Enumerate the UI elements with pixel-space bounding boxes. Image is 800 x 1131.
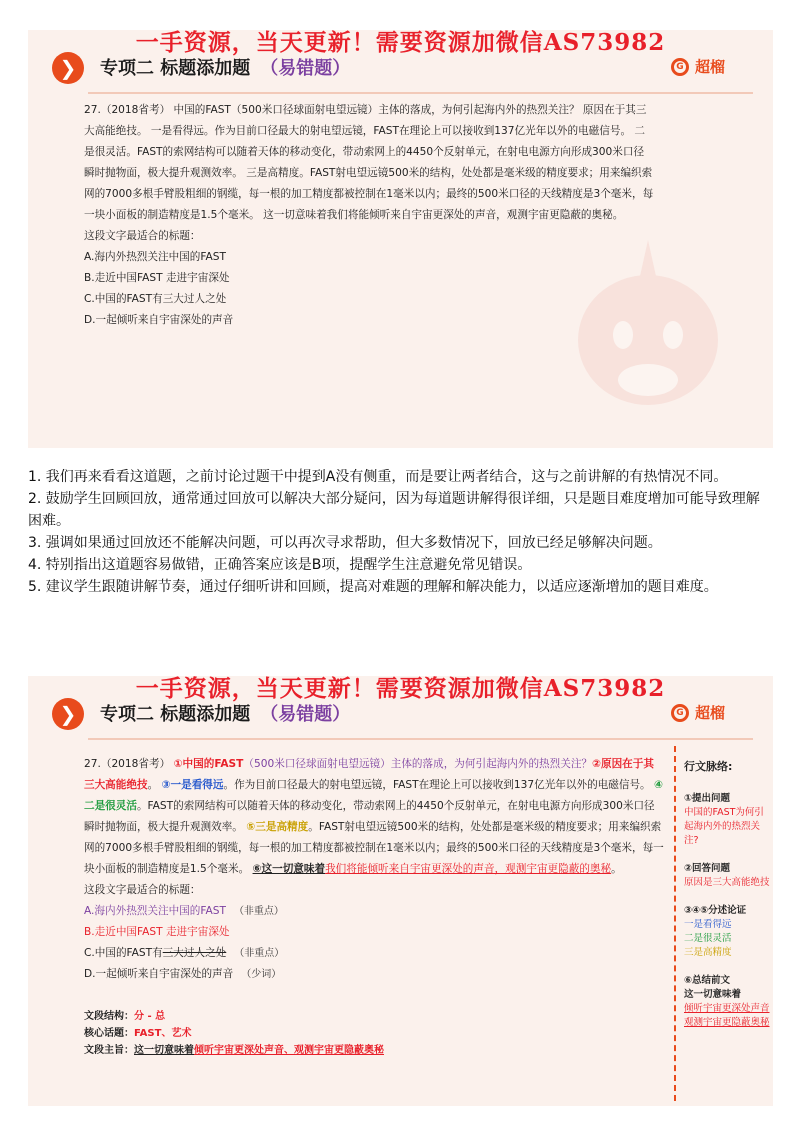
title-tag: （易错题） bbox=[260, 704, 351, 725]
sidebar-section-body: 中国的FAST为何引起海内外的热烈关注? bbox=[684, 807, 764, 846]
brand-g-icon: G bbox=[671, 58, 689, 76]
stem-part: 。FAST射电望远镜500米的结构，处处都是毫米级的精度要求；用来编织索网的7000多根手臂股粗细的钢缆，每一根的加工精度都被控制在1毫米以内；最终的500米口径的天线精度是3个毫米，每一块小面板的制造精度是1.5个毫米。 bbox=[84, 821, 664, 875]
option-c-note: （非重点） bbox=[234, 948, 285, 959]
summary-structure bbox=[84, 1008, 384, 1025]
option-b[interactable]: B.走近中国FAST 走进宇宙深处 bbox=[84, 272, 230, 284]
stem-number: 27.（2018省考） bbox=[84, 758, 171, 770]
option-d[interactable] bbox=[84, 964, 664, 985]
page-title bbox=[100, 700, 350, 726]
marker-5: ⑤三是高精度 bbox=[246, 821, 309, 833]
teaching-notes bbox=[28, 466, 773, 598]
marker-3: ③一是看得远 bbox=[161, 779, 224, 791]
sidebar-section-body: 原因是三大高能绝技 bbox=[684, 877, 770, 888]
stem-part: 。FAST的索网结构可以随着天体的移动变化，带动索网上的4450个反射单元，在射电电源方向形成300米口径瞬时抛物面，极大提升观测效率。 bbox=[84, 800, 655, 833]
slide-question bbox=[28, 30, 773, 448]
note-item: 5. 建议学生跟随讲解节奏，通过仔细听讲和回顾，提高对难题的理解和解决能力，以适应逐渐增加的题目难度。 bbox=[28, 579, 718, 595]
question-stem: 27.（2018省考） 中国的FAST（500米口径球面射电望远镜）主体的落成，为何引起海内外的热烈关注？ 原因在于其三大高能绝技。 一是看得远。作为目前口径最大的射电望远镜，FAST在理论上可以接收到137亿光年以外的电磁信号。 二是很灵活。FAST的索网结构可以随着天体的移动变化，带动索网上的4450个反射单元，在射电电源方向形成300米口径瞬时抛物面，极大提升观测效率。 三是高精度。FAST射电望远镜500米的结构，处处都是毫米级的精度要求；用来编织索网的7000多根手臂股粗细的钢缆，每一根的加工精度都被控制在1毫米以内；最终的500米口径的天线精度是3个毫米，每一块小面板的制造精度是1.5个毫米。 这一切意味着我们将能倾听来自宇宙更深处的声音，观测宇宙更隐蔽的奥秘。 bbox=[84, 104, 654, 221]
sidebar-section-title: ①提出问题 bbox=[684, 793, 731, 804]
stem-conclusion: 我们将能倾听来自宇宙更深处的声音，观测宇宙更隐蔽的奥秘 bbox=[325, 863, 612, 875]
brand-logo bbox=[671, 56, 725, 77]
annotated-question-body bbox=[84, 754, 664, 985]
stem-part: 。作为目前口径最大的射电望远镜，FAST在理论上可以接收到137亿光年以外的电磁信号。 bbox=[223, 779, 651, 791]
marker-6: ⑥这一切意味着 bbox=[252, 863, 326, 875]
brand-g-icon: G bbox=[671, 704, 689, 722]
title-text: 专项二 标题添加题 bbox=[100, 58, 251, 79]
sidebar-point: 三是高精度 bbox=[684, 947, 732, 958]
option-a-text: A.海内外热烈关注中国的FAST bbox=[84, 905, 226, 917]
core-label: 核心话题： bbox=[84, 1028, 134, 1039]
option-b[interactable] bbox=[84, 922, 664, 943]
chevron-right-icon: ❯ bbox=[52, 52, 84, 84]
structure-label: 文段结构： bbox=[84, 1011, 134, 1022]
sidebar-point: 二是很灵活 bbox=[684, 933, 732, 944]
note-item: 3. 强调如果通过回放还不能解决问题，可以再次寻求帮助，但大多数情况下，回放已经足够解决问题。 bbox=[28, 535, 662, 551]
sidebar-point: 观测宇宙更隐蔽奥秘 bbox=[684, 1017, 770, 1028]
side-divider bbox=[674, 746, 676, 1101]
question-body bbox=[84, 100, 654, 331]
question-prompt: 这段文字最适合的标题： bbox=[84, 230, 201, 242]
option-c-strike: 三大过人之处 bbox=[162, 947, 227, 959]
note-item: 2. 鼓励学生回顾回放，通常通过回放可以解决大部分疑问，因为每道题讲解得很详细，只是题目难度增加可能导致理解困难。 bbox=[28, 491, 760, 529]
sidebar-point: 这一切意味着 bbox=[684, 989, 742, 1000]
question-prompt: 这段文字最适合的标题： bbox=[84, 884, 201, 896]
sidebar-point: 一是看得远 bbox=[684, 919, 732, 930]
core-value: FAST、艺术 bbox=[134, 1028, 192, 1039]
main-label: 文段主旨： bbox=[84, 1045, 134, 1056]
option-d-text: D.一起倾听来自宇宙深处的声音 bbox=[84, 968, 234, 980]
sidebar-point: 倾听宇宙更深处声音 bbox=[684, 1003, 770, 1014]
brand-name: 超榴 bbox=[694, 704, 725, 722]
title-text: 专项二 标题添加题 bbox=[100, 704, 251, 725]
option-a-note: （非重点） bbox=[233, 906, 284, 917]
option-c-text: C.中国的FAST有 bbox=[84, 947, 163, 959]
sidebar-section-title: ③④⑤分述论证 bbox=[684, 905, 747, 916]
note-item: 1. 我们再来看看这道题，之前讨论过题干中提到A没有侧重，而是要让两者结合，这与之前讲解的有热情况不同。 bbox=[28, 469, 728, 485]
summary-main bbox=[84, 1042, 384, 1059]
page-title bbox=[100, 54, 350, 80]
structure-value: 分 - 总 bbox=[134, 1011, 166, 1022]
title-tag: （易错题） bbox=[260, 58, 351, 79]
option-d[interactable]: D.一起倾听来自宇宙深处的声音 bbox=[84, 314, 234, 326]
summary-core bbox=[84, 1025, 384, 1042]
brand-name: 超榴 bbox=[694, 58, 725, 76]
stem-part: 。 bbox=[147, 779, 159, 791]
chevron-right-icon: ❯ bbox=[52, 698, 84, 730]
stem-part: 。 bbox=[611, 863, 622, 875]
stem-part: （500米口径球面射电望远镜）主体的落成，为何引起海内外的热烈关注？ bbox=[243, 758, 593, 770]
watermark-text: 一手资源，当天更新！需要资源加微信AS73982 bbox=[135, 676, 666, 702]
option-c[interactable] bbox=[84, 943, 664, 964]
sidebar-section-title: ②回答问题 bbox=[684, 863, 731, 874]
brand-logo bbox=[671, 702, 725, 723]
structure-sidebar bbox=[684, 760, 772, 1030]
marker-4: ④二是很灵活 bbox=[84, 779, 663, 812]
option-a[interactable]: A.海内外热烈关注中国的FAST bbox=[84, 251, 226, 263]
main-value-1: 这一切意味着 bbox=[134, 1045, 194, 1056]
watermark-text: 一手资源，当天更新！需要资源加微信AS73982 bbox=[135, 30, 666, 56]
option-c[interactable]: C.中国的FAST有三大过人之处 bbox=[84, 293, 227, 305]
note-item: 4. 特别指出这道题容易做错，正确答案应该是B项，提醒学生注意避免常见错误。 bbox=[28, 557, 532, 573]
marker-2: ②原因在于其三大高能绝技 bbox=[84, 758, 654, 791]
option-b-text: B.走近中国FAST 走进宇宙深处 bbox=[84, 926, 230, 938]
passage-summary bbox=[84, 1008, 384, 1059]
slide-annotated bbox=[28, 676, 773, 1106]
sidebar-section-title: ⑥总结前文 bbox=[684, 975, 731, 986]
option-a[interactable] bbox=[84, 901, 664, 922]
option-d-note: （少词） bbox=[241, 969, 282, 980]
marker-1: ①中国的FAST bbox=[173, 758, 244, 770]
header-divider bbox=[88, 92, 753, 94]
header-divider bbox=[88, 738, 753, 740]
sidebar-heading: 行文脉络: bbox=[684, 760, 733, 773]
main-value-2: 倾听宇宙更深处声音、观测宇宙更隐蔽奥秘 bbox=[194, 1045, 384, 1056]
